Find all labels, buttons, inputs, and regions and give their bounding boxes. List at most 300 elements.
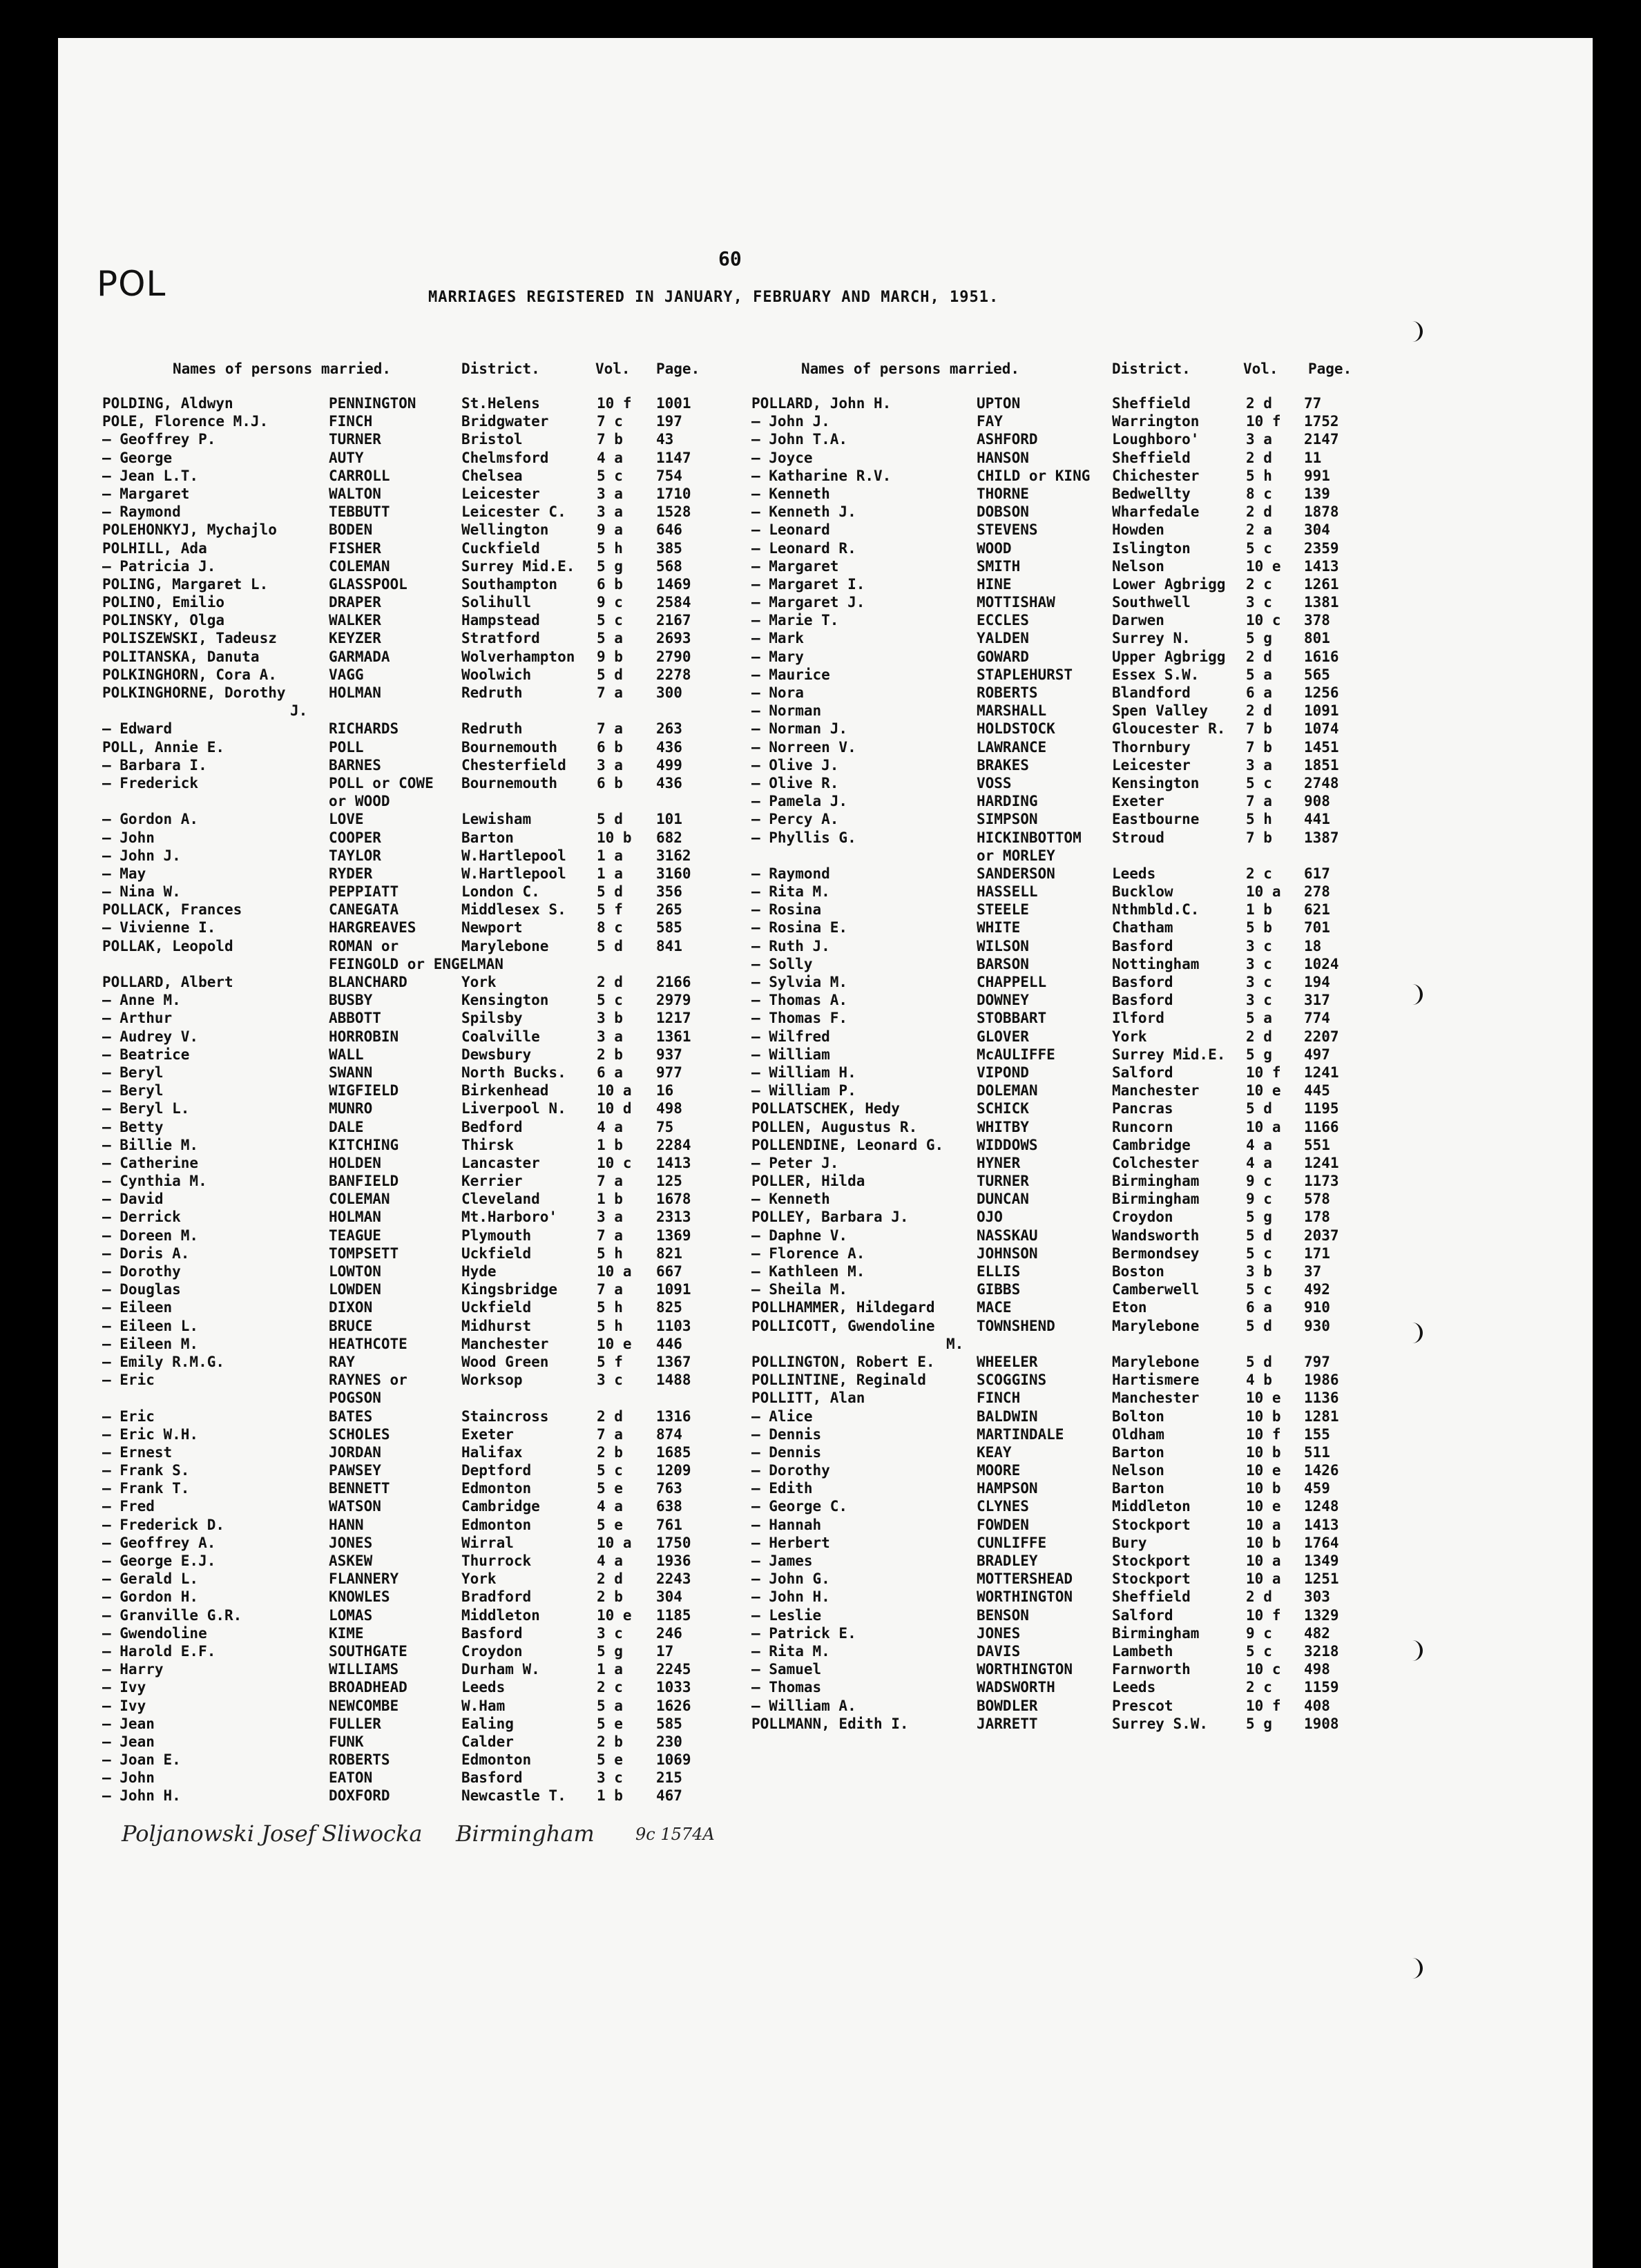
entry-row [102, 1227, 710, 1245]
entry-district: Barton [1112, 1443, 1164, 1461]
entry-district: Marylebone [1112, 1353, 1200, 1370]
entry-district: Bedford [461, 1118, 523, 1135]
entry-name: — Herbert [751, 1534, 830, 1551]
entry-name: — Gwendoline [102, 1624, 207, 1642]
entry-row [102, 486, 710, 503]
entry-page: 1878 [1304, 503, 1339, 521]
entry-vol: 10 f [1246, 1606, 1281, 1624]
entry-vol: 10 a [597, 1082, 632, 1099]
entry-page: 77 [1304, 395, 1322, 412]
entry-page: 178 [1304, 1209, 1330, 1226]
entry-vol: 7 a [597, 1173, 623, 1190]
entry-page: 910 [1304, 1299, 1330, 1316]
entry-district: Spen Valley [1112, 702, 1209, 720]
entry-name: — Florence A. [751, 1244, 865, 1262]
entry-spouse: POLL [329, 738, 364, 756]
entry-district: Bucklow [1112, 883, 1173, 901]
entry-vol: 3 c [597, 1769, 623, 1787]
entry-row [102, 450, 710, 468]
entry-spouse: HORROBIN [329, 1028, 399, 1045]
entry-spouse: WALL [329, 1046, 364, 1063]
entry-district: Calder [461, 1733, 514, 1750]
entry-page: 585 [656, 919, 682, 936]
entry-spouse: POLL or COWE [329, 774, 434, 791]
header-names: Names of persons married. [801, 361, 1020, 377]
entry-spouse: ASKEW [329, 1553, 373, 1569]
entry-vol: 6 b [597, 774, 623, 791]
entry-row [751, 1028, 1359, 1046]
entry-district: Nelson [1112, 557, 1164, 575]
entry-row [751, 1263, 1359, 1281]
entry-spouse: JOHNSON [977, 1244, 1038, 1262]
entry-page: 1241 [1304, 1064, 1339, 1081]
entry-vol: 6 a [1246, 684, 1272, 701]
entry-row [102, 829, 710, 847]
entry-vol: 9 c [1246, 1173, 1272, 1190]
entry-name: POLE, Florence M.J. [102, 413, 269, 430]
entry-district: Runcorn [1112, 1118, 1173, 1135]
entry-vol: 3 b [1246, 1263, 1272, 1280]
entry-district: Middleton [461, 1606, 540, 1624]
entry-name: — Frank S. [102, 1462, 190, 1479]
entry-district: Bournemouth [461, 738, 558, 756]
entry-name: POLLHAMMER, Hildegard [751, 1299, 935, 1316]
entry-page: 1908 [1304, 1715, 1339, 1732]
entry-row [102, 1082, 710, 1100]
entry-page: 2147 [1304, 431, 1339, 448]
entry-name: — May [102, 865, 146, 882]
entry-district: Halifax [461, 1443, 523, 1461]
entry-name: — Vivienne I. [102, 919, 216, 936]
entry-page: 482 [1304, 1624, 1330, 1642]
entry-row [751, 829, 1359, 847]
entry-row [102, 1336, 710, 1354]
entry-district: Birkenhead [461, 1082, 549, 1099]
entry-spouse: WIGFIELD [329, 1082, 399, 1099]
entry-row [751, 1336, 1359, 1354]
entry-spouse: STAPLEHURST [977, 666, 1073, 683]
entry-row [751, 431, 1359, 449]
entry-name: — Frank T. [102, 1480, 190, 1497]
entry-page: 1685 [656, 1443, 691, 1461]
entry-name: POLKINGHORNE, Dorothy [102, 684, 286, 701]
entry-district: Solihull [461, 594, 532, 611]
entry-name: — Beryl [102, 1064, 164, 1081]
entry-page: 1329 [1304, 1606, 1339, 1624]
entry-spouse: JONES [329, 1534, 373, 1551]
entry-name: — Dorothy [102, 1263, 181, 1280]
entry-name: POLLACK, Frances [102, 901, 242, 919]
entry-vol: 2 c [597, 1679, 623, 1696]
entry-district: Middlesex S. [461, 901, 566, 919]
entry-district: Kensington [461, 992, 549, 1009]
entry-district: Hyde [461, 1263, 497, 1280]
entry-district: Stratford [461, 630, 540, 647]
entry-district: Redruth [461, 684, 523, 701]
entry-spouse: YALDEN [977, 630, 1029, 647]
entry-spouse: DOXFORD [329, 1787, 390, 1805]
entry-name: POLLAK, Leopold [102, 937, 233, 954]
entry-district: Bridgwater [461, 413, 549, 430]
entry-row [102, 684, 710, 702]
entry-name: — Thomas A. [751, 992, 848, 1009]
entry-spouse: COLEMAN [329, 1191, 390, 1208]
entry-district: Manchester [1112, 1390, 1200, 1407]
entry-vol: 3 c [1246, 594, 1272, 611]
entry-district: Ilford [1112, 1010, 1164, 1027]
entry-page: 155 [1304, 1425, 1330, 1443]
entry-spouse: HOLMAN [329, 684, 381, 701]
entry-vol: 2 d [1246, 395, 1272, 412]
entry-name: — Kenneth [751, 1191, 830, 1208]
entry-row [102, 1372, 710, 1390]
entry-spouse: FLANNERY [329, 1570, 399, 1588]
entry-vol: 3 a [597, 1209, 623, 1226]
entry-name: — Maurice [751, 666, 830, 683]
entry-spouse: FAY [977, 413, 1003, 430]
entry-spouse: FEINGOLD or ENGELMAN [329, 955, 503, 972]
entry-name: — Olive R. [751, 774, 839, 791]
entry-vol: 3 c [1246, 974, 1272, 990]
entry-district: Kerrier [461, 1173, 523, 1190]
entry-spouse: LOVE [329, 811, 364, 828]
entry-district: Durham W. [461, 1661, 540, 1678]
entry-name: — Phyllis G. [751, 829, 856, 846]
entry-page: 1074 [1304, 720, 1339, 738]
entry-page: 511 [1304, 1443, 1330, 1461]
entry-row [102, 901, 710, 919]
entry-row [751, 1082, 1359, 1100]
entry-page: 356 [656, 883, 682, 901]
entry-page: 1281 [1304, 1407, 1339, 1425]
entry-page: 617 [1304, 865, 1330, 882]
entry-vol: 6 b [597, 575, 623, 593]
entry-row [751, 666, 1359, 684]
entry-row [751, 1100, 1359, 1118]
entry-spouse: JARRETT [977, 1715, 1038, 1732]
entry-name: M. [946, 1335, 964, 1352]
entry-vol: 1 a [597, 847, 623, 864]
entry-vol: 5 a [1246, 666, 1272, 683]
entry-row [751, 1408, 1359, 1426]
entry-row [751, 1535, 1359, 1553]
entry-row [751, 938, 1359, 956]
entry-name: — William H. [751, 1064, 856, 1081]
entry-spouse: WIDDOWS [977, 1136, 1038, 1153]
entry-spouse: ROBERTS [977, 684, 1038, 701]
header-vol: Vol. [1243, 361, 1278, 377]
entry-row [751, 1607, 1359, 1625]
entry-name: — Gerald L. [102, 1570, 199, 1588]
entry-spouse: BRAKES [977, 756, 1029, 773]
entry-page: 1367 [656, 1353, 691, 1370]
entry-row [751, 1281, 1359, 1299]
entry-vol: 10 f [1246, 413, 1281, 430]
entry-district: Thornbury [1112, 738, 1191, 756]
entry-page: 18 [1304, 937, 1322, 954]
entry-district: Camberwell [1112, 1281, 1200, 1298]
entry-page: 11 [1304, 449, 1322, 466]
entry-spouse: TURNER [977, 1173, 1029, 1190]
entry-vol: 5 d [1246, 1227, 1272, 1244]
entry-row [751, 1354, 1359, 1372]
entry-page: 1387 [1304, 829, 1339, 846]
entry-vol: 2 d [1246, 1588, 1272, 1606]
entry-page: 492 [1304, 1281, 1330, 1298]
entry-page: 498 [656, 1100, 682, 1117]
entry-page: 441 [1304, 811, 1330, 828]
entry-district: Farnworth [1112, 1661, 1191, 1678]
entry-district: Leeds [1112, 865, 1156, 882]
entry-vol: 4 a [1246, 1154, 1272, 1171]
entry-row [102, 956, 710, 974]
entry-spouse: WALTON [329, 485, 381, 502]
entry-page: 1195 [1304, 1100, 1339, 1117]
handwritten-spouse: Sliwocka [322, 1820, 423, 1847]
entry-name: — Derrick [102, 1209, 181, 1226]
entry-vol: 5 g [1246, 630, 1272, 647]
entry-district: Southwell [1112, 594, 1191, 611]
entry-name: — Eileen M. [102, 1335, 199, 1352]
entry-vol: 7 b [597, 431, 623, 448]
entry-row [751, 720, 1359, 738]
entry-vol: 3 a [597, 503, 623, 521]
entry-district: W.Ham [461, 1697, 506, 1714]
entry-vol: 2 b [597, 1588, 623, 1606]
entry-spouse: WALKER [329, 612, 381, 629]
entry-spouse: FISHER [329, 539, 381, 557]
entry-district: Croydon [461, 1642, 523, 1660]
entry-name: POLINO, Emilio [102, 594, 225, 611]
entry-row [751, 594, 1359, 612]
entry-district: Exeter [461, 1425, 514, 1443]
entry-district: Bermondsey [1112, 1244, 1200, 1262]
entry-district: Cleveland [461, 1191, 540, 1208]
entry-spouse: RAY [329, 1353, 355, 1370]
entry-name: — Ivy [102, 1697, 146, 1714]
entry-row [751, 468, 1359, 486]
entry-name: — Sheila M. [751, 1281, 848, 1298]
entry-name: — George C. [751, 1498, 848, 1515]
header-vol: Vol. [595, 361, 631, 377]
entry-page: 621 [1304, 901, 1330, 919]
entry-vol: 10 f [597, 395, 632, 412]
entry-row [751, 1119, 1359, 1137]
entry-row [102, 431, 710, 449]
entry-district: Leicester [1112, 756, 1191, 773]
entry-row [102, 1354, 710, 1372]
entry-row [751, 1191, 1359, 1209]
entry-vol: 7 c [597, 413, 623, 430]
entry-page: 1251 [1304, 1570, 1339, 1588]
entry-district: Leeds [1112, 1679, 1156, 1696]
entry-spouse: WHEELER [977, 1353, 1038, 1370]
entry-name: — Fred [102, 1498, 155, 1515]
entry-spouse: GLASSPOOL [329, 575, 407, 593]
entry-row [751, 1517, 1359, 1535]
entry-name: — Betty [102, 1118, 164, 1135]
entry-spouse: ABBOTT [329, 1010, 381, 1027]
entry-district: London C. [461, 883, 540, 901]
entry-name: — George [102, 449, 173, 466]
entry-spouse: SANDERSON [977, 865, 1055, 882]
entry-spouse: TEBBUTT [329, 503, 390, 521]
entry-row [102, 1137, 710, 1155]
entry-page: 2584 [656, 594, 691, 611]
entry-vol: 9 c [1246, 1624, 1272, 1642]
entry-page: 37 [1304, 1263, 1322, 1280]
entry-name: — Rita M. [751, 1642, 830, 1660]
entry-district: Hartismere [1112, 1372, 1200, 1389]
entry-district: Lambeth [1112, 1642, 1173, 1660]
entry-vol: 5 d [597, 883, 623, 901]
entry-spouse: MACE [977, 1299, 1012, 1316]
entry-spouse: AUTY [329, 449, 364, 466]
entry-page: 1166 [1304, 1118, 1339, 1135]
entry-row [751, 576, 1359, 594]
entry-spouse: HEATHCOTE [329, 1335, 407, 1352]
entry-district: Chatham [1112, 919, 1173, 936]
entry-vol: 2 d [597, 1570, 623, 1588]
entry-page: 1413 [1304, 557, 1339, 575]
entry-page: 304 [656, 1588, 682, 1606]
entry-page: 1764 [1304, 1534, 1339, 1551]
entry-spouse: SCOGGINS [977, 1372, 1047, 1389]
entry-vol: 5 a [597, 630, 623, 647]
entry-name: — Beatrice [102, 1046, 190, 1063]
entry-row [102, 1751, 710, 1769]
entry-district: Nelson [1112, 1462, 1164, 1479]
entry-row [751, 1209, 1359, 1227]
entry-vol: 7 a [597, 720, 623, 738]
right-entry-list [751, 395, 1359, 1733]
entry-district: Edmonton [461, 1751, 532, 1769]
entry-name: — Thomas [751, 1679, 822, 1696]
entry-page: 797 [1304, 1353, 1330, 1370]
entry-page: 246 [656, 1624, 682, 1642]
entry-name: — Kenneth J. [751, 503, 856, 521]
entry-row [102, 1010, 710, 1028]
entry-vol: 7 a [597, 1425, 623, 1443]
entry-district: Deptford [461, 1462, 532, 1479]
entry-name: — Ivy [102, 1679, 146, 1696]
entry-spouse: BARNES [329, 756, 381, 773]
entry-vol: 5 c [1246, 1281, 1272, 1298]
entry-name: — Raymond [102, 503, 181, 521]
entry-row [102, 811, 710, 829]
entry-spouse: HASSELL [977, 883, 1038, 901]
entry-page: 2979 [656, 992, 691, 1009]
entry-page: 300 [656, 684, 682, 701]
entry-spouse: WORTHINGTON [977, 1588, 1073, 1606]
entry-spouse: BRADLEY [977, 1553, 1038, 1569]
entry-name: — Cynthia M. [102, 1173, 207, 1190]
header-page: Page. [1308, 361, 1352, 377]
entry-page: 1413 [1304, 1516, 1339, 1533]
entry-district: Nthmbld.C. [1112, 901, 1200, 919]
entry-spouse: JONES [977, 1624, 1021, 1642]
section-label: POL [97, 264, 166, 304]
entry-row [751, 1498, 1359, 1516]
entry-spouse: EATON [329, 1769, 373, 1787]
entry-page: 667 [656, 1263, 682, 1280]
entry-district: Kensington [1112, 774, 1200, 791]
entry-page: 930 [1304, 1317, 1330, 1334]
entry-name: — Nora [751, 684, 804, 701]
entry-row [751, 1426, 1359, 1444]
entry-vol: 2 d [1246, 449, 1272, 466]
entry-name: — Katharine R.V. [751, 467, 892, 484]
entry-district: Surrey Mid.E. [1112, 1046, 1226, 1063]
entry-district: Wharfedale [1112, 503, 1200, 521]
entry-name: POLLITT, Alan [751, 1390, 865, 1407]
entry-vol: 8 c [597, 919, 623, 936]
entry-name: — Leonard R. [751, 539, 856, 557]
entry-row [751, 395, 1359, 413]
entry-row [751, 757, 1359, 775]
entry-vol: 5 c [1246, 1642, 1272, 1660]
entry-row [751, 1462, 1359, 1480]
entry-spouse: LAWRANCE [977, 738, 1047, 756]
entry-spouse: TEAGUE [329, 1227, 381, 1244]
entry-vol: 10 f [1246, 1425, 1281, 1443]
entry-row [102, 576, 710, 594]
entry-spouse: BOWDLER [977, 1697, 1038, 1714]
entry-vol: 2 d [597, 1407, 623, 1425]
entry-vol: 5 g [597, 1642, 623, 1660]
entry-spouse: POGSON [329, 1390, 381, 1407]
entry-name: — George E.J. [102, 1553, 216, 1569]
entry-row [751, 413, 1359, 431]
entry-vol: 2 d [1246, 648, 1272, 665]
entry-name: — Barbara I. [102, 756, 207, 773]
entry-page: 825 [656, 1299, 682, 1316]
entry-vol: 10 c [1246, 1661, 1281, 1678]
entry-name: — Audrey V. [102, 1028, 199, 1045]
entry-district: Woolwich [461, 666, 532, 683]
entry-row [102, 1155, 710, 1173]
entry-row [751, 1661, 1359, 1679]
entry-page: 304 [1304, 521, 1330, 539]
entry-spouse: RICHARDS [329, 720, 399, 738]
entry-row [751, 450, 1359, 468]
entry-row [751, 1010, 1359, 1028]
entry-page: 1936 [656, 1553, 691, 1569]
entry-name: — Eric [102, 1372, 155, 1389]
entry-name: — Margaret [751, 557, 839, 575]
entry-vol: 10 a [597, 1534, 632, 1551]
page-title: MARRIAGES REGISTERED IN JANUARY, FEBRUARY AND MARCH, 1951. [428, 289, 999, 306]
entry-page: 1217 [656, 1010, 691, 1027]
punch-hole [1412, 321, 1423, 342]
entry-vol: 7 a [597, 684, 623, 701]
entry-name: — Kenneth [751, 485, 830, 502]
entry-district: Blandford [1112, 684, 1191, 701]
entry-district: Wellington [461, 521, 549, 539]
entry-spouse: WILLIAMS [329, 1661, 399, 1678]
entry-row [751, 1137, 1359, 1155]
entry-name: — Peter J. [751, 1154, 839, 1171]
entry-page: 977 [656, 1064, 682, 1081]
entry-page: 215 [656, 1769, 682, 1787]
entry-page: 578 [1304, 1191, 1330, 1208]
entry-vol: 10 e [597, 1606, 632, 1624]
entry-vol: 5 g [597, 557, 623, 575]
entry-district: Wolverhampton [461, 648, 575, 665]
entry-spouse: BUSBY [329, 992, 373, 1009]
entry-vol: 5 e [597, 1480, 623, 1497]
entry-name: — Marie T. [751, 612, 839, 629]
